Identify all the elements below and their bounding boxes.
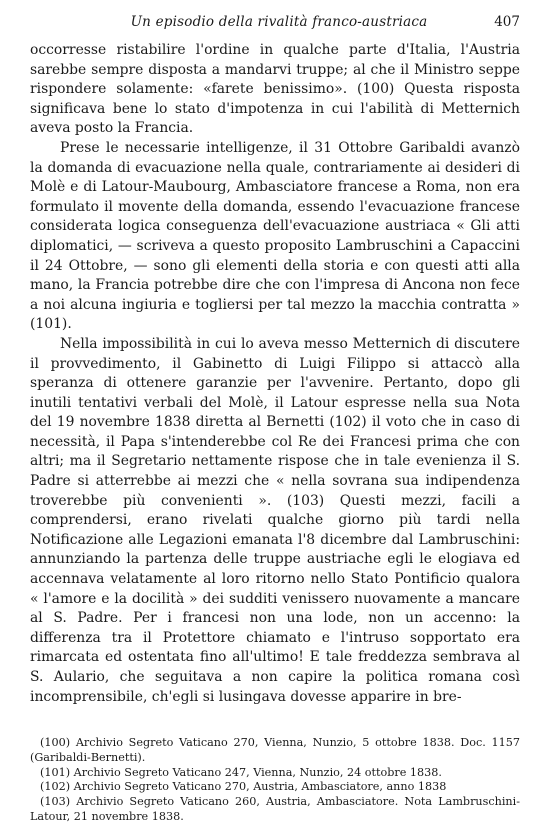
page-number: 407	[494, 14, 520, 30]
body-text	[30, 41, 520, 707]
footnote: (100) Archivio Segreto Vaticano 270, Vienna, Nunzio, 5 ottobre 1838. Doc. 1157 (Garibaldi-Bernetti).	[30, 736, 520, 764]
paragraph: Prese le necessarie intelligenze, il 31 Ottobre Garibaldi avanzò la domanda di evacuazione nella quale, contrariamente ai desideri di Molè e di Latour-Maubourg, Ambasciatore francese a Roma, non era formulato il movente della domanda, essendo l'evacuazione francese considerata logica conseguenza dell'evacuazione austriaca « Gli atti diplomatici, — scriveva a questo proposito Lambruschini a Capaccini il 24 Ottobre, — sono gli elementi della storia e con questi atti alla mano, la Francia potrebbe dire che con l'impresa di Ancona non fece a noi alcuna ingiuria e togliersi per tal mezzo la macchia contratta » (101).	[30, 139, 520, 333]
paragraph: Nella impossibilità in cui lo aveva messo Metternich di discutere il provvedimento, il Gabinetto di Luigi Filippo si attaccò alla speranza di ottenere garanzie per l'avvenire. Pertanto, dopo gli inutili tentativi verbali del Molè, il Latour espresse nella sua Nota del 19 novembre 1838 diretta al Bernetti (102) il voto che in caso di necessità, il Papa s'intenderebbe col Re dei Francesi prima che con altri; ma il Segretario nettamente rispose che in tale evenienza il S. Padre si atterrebbe ai mezzi che « nella sovrana sua indipendenza troverebbe più convenienti ». (103) Questi mezzi, facili a comprendersi, erano rivelati qualche giorno più tardi nella Notificazione alle Legazioni emanata l'8 dicembre dal Lambruschini: annunziando la partenza delle truppe austriache egli le elogiava ed accennava velatamente al loro ritorno nello Stato Pontificio qualora « l'amore e la docilità » dei sudditi venissero nuovamente a mancare al S. Padre. Per i francesi non una lode, non un accenno: la differenza tra il Protettore chiamato e l'intruso sopportato era rimarcata ed ostentata fino all'ultimo! E tale freddezza sembrava al S. Aulario, che seguitava a non capire la politica romana così incomprensibile, ch'egli si lusingava dovesse apparire in bre-	[30, 335, 520, 705]
footnote: (101) Archivio Segreto Vaticano 247, Vienna, Nunzio, 24 ottobre 1838.	[40, 765, 442, 779]
paragraph: occorresse ristabilire l'ordine in qualche parte d'Italia, l'Austria sarebbe sempre disposta a mandarvi truppe; al che il Ministro seppe rispondere solamente: «farete benissimo». (100) Questa risposta significava bene lo stato d'impotenza in cui l'abilità di Metternich aveva posto la Francia.	[30, 42, 520, 137]
footnote: (103) Archivio Segreto Vaticano 260, Austria, Ambasciatore. Nota Lambruschini-Latour, 21 novembre 1838.	[30, 795, 520, 823]
footnote: (102) Archivio Segreto Vaticano 270, Austria, Ambasciatore, anno 1838	[40, 780, 447, 794]
running-title: Un episodio della rivalità franco-austriaca	[130, 14, 428, 30]
footnotes	[30, 736, 520, 825]
running-head	[30, 14, 520, 34]
